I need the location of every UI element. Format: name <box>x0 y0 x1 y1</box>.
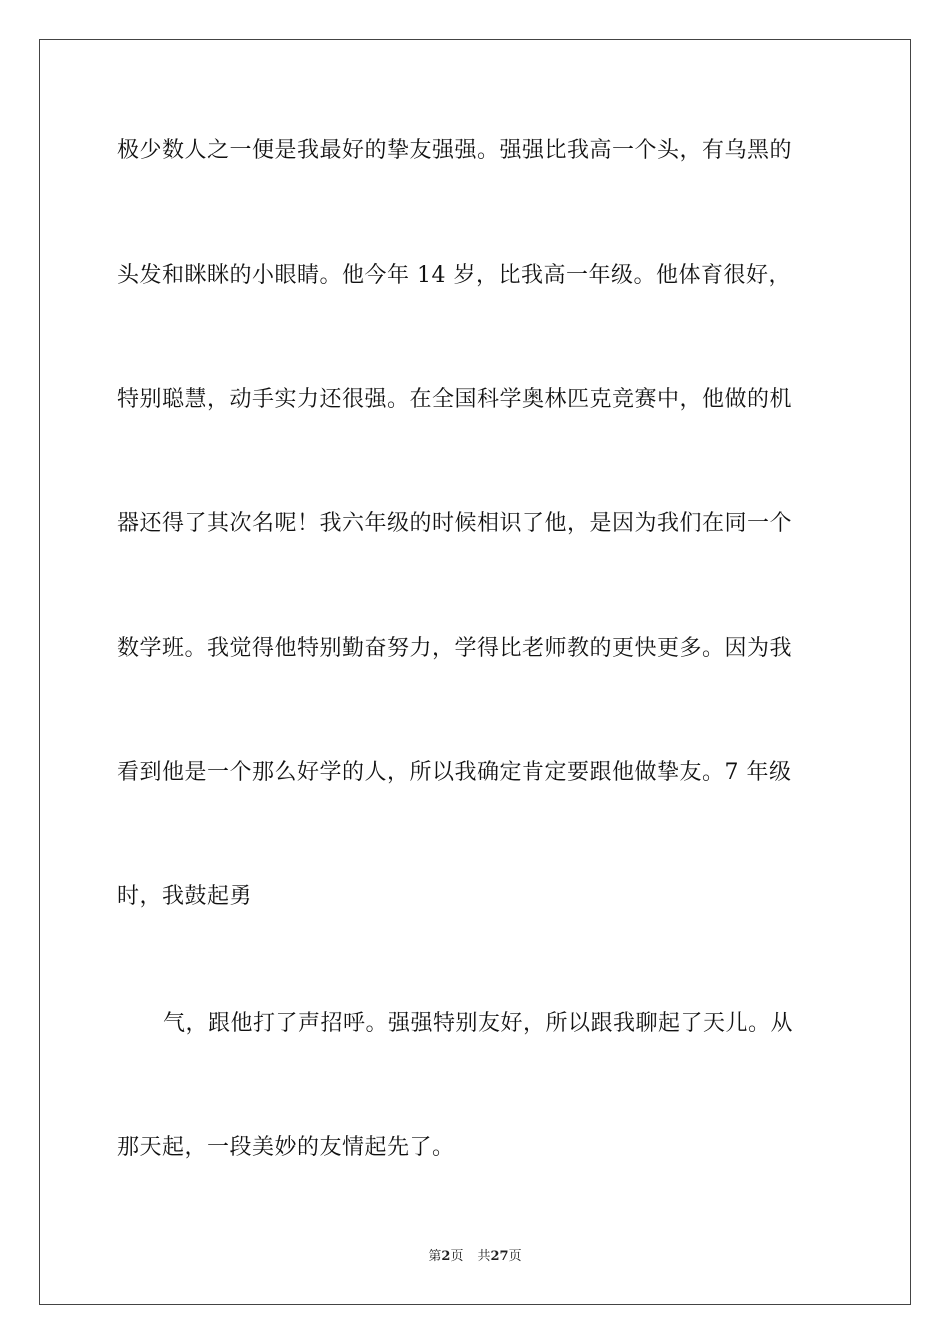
page-border <box>39 39 911 1305</box>
footer-total-suffix: 页 <box>508 1249 522 1264</box>
footer-total-prefix: 共 <box>477 1249 491 1264</box>
text-line: 时，我鼓起勇 <box>117 884 253 909</box>
total-pages-number: 27 <box>490 1249 509 1264</box>
text-line: 看到他是一个那么好学的人，所以我确定肯定要跟他做挚友。7 年级 <box>117 760 792 785</box>
paragraph-first-line: 气，跟他打了声招呼。强强特别友好，所以跟我聊起了天儿。从 <box>163 1011 794 1036</box>
text-line: 器还得了其次名呢！我六年级的时候相识了他，是因为我们在同一个 <box>117 511 793 536</box>
text-line: 数学班。我觉得他特别勤奋努力，学得比老师教的更快更多。因为我 <box>117 636 793 661</box>
page-footer <box>0 1249 950 1265</box>
text-line: 特别聪慧，动手实力还很强。在全国科学奥林匹克竞赛中，他做的机 <box>117 387 793 412</box>
current-page-number: 2 <box>441 1249 451 1264</box>
text-line: 极少数人之一便是我最好的挚友强强。强强比我高一个头，有乌黑的 <box>117 138 793 163</box>
text-line: 那天起，一段美妙的友情起先了。 <box>117 1135 455 1160</box>
text-line: 头发和眯眯的小眼睛。他今年 14 岁，比我高一年级。他体育很好， <box>117 263 791 288</box>
footer-prefix: 第 <box>428 1249 442 1264</box>
footer-page-suffix: 页 <box>450 1249 464 1264</box>
